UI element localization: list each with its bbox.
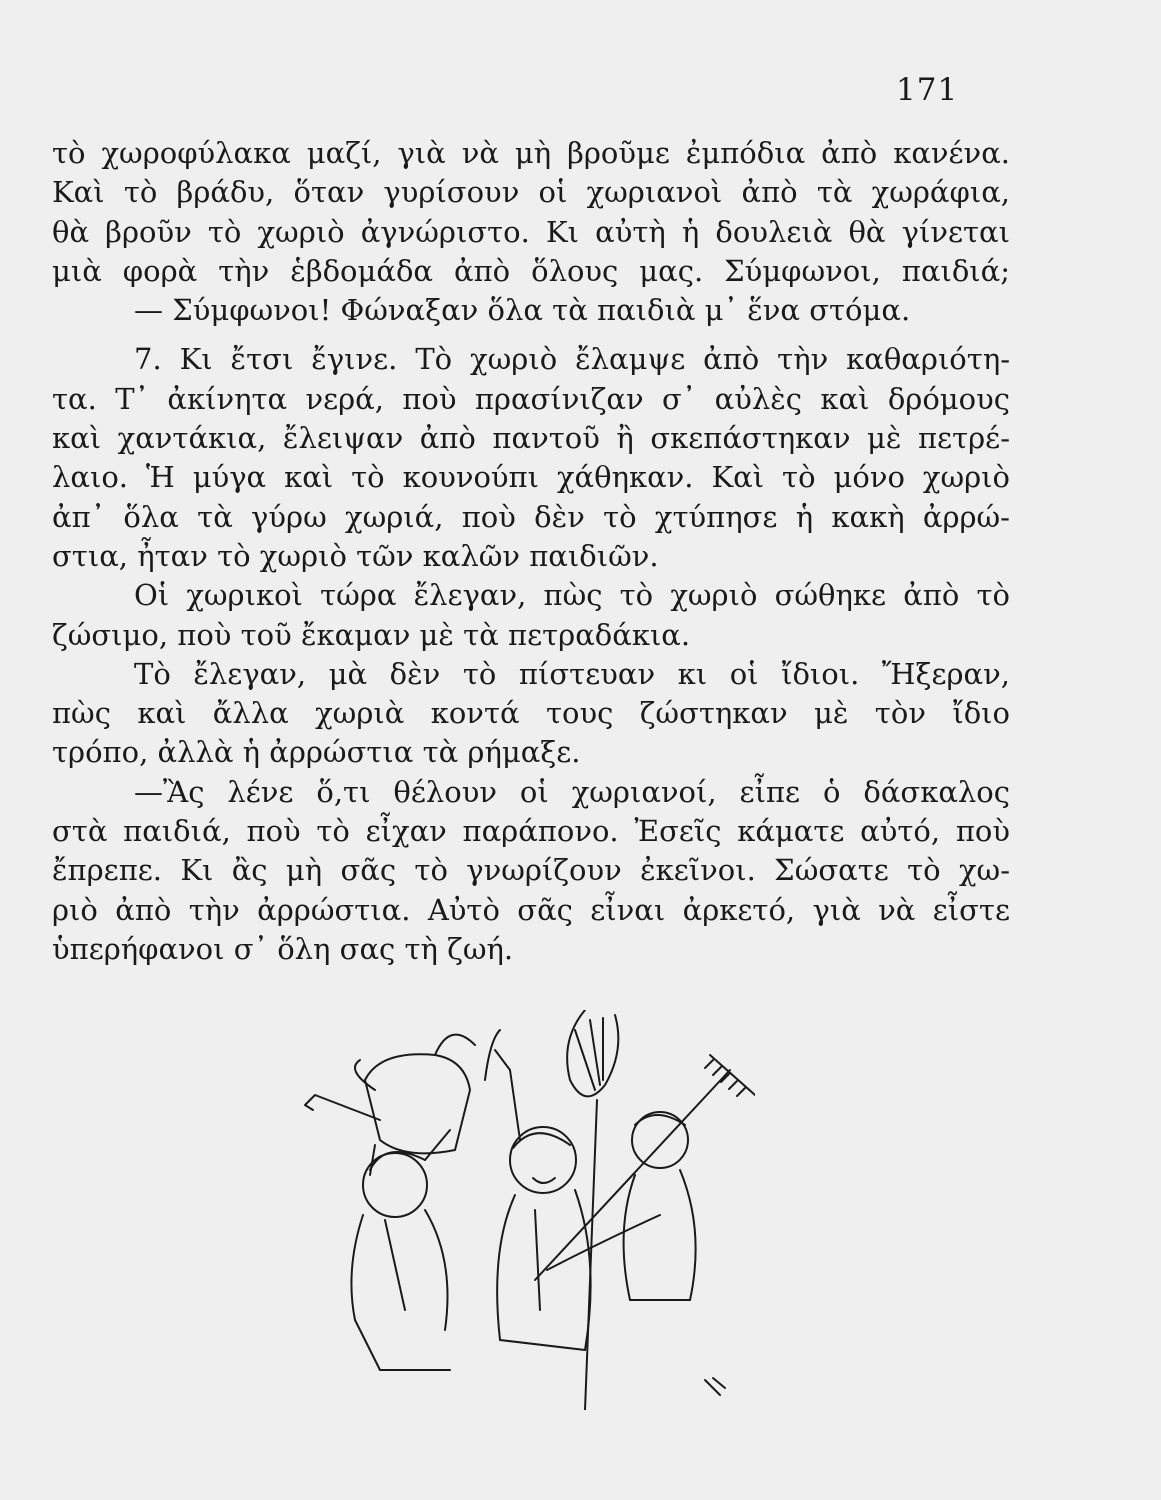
- text-line: καὶ χαντάκια, ἔλειψαν ἀπὸ παντοῦ ἢ σκεπάστηκαν μὲ πετρέ-: [52, 421, 1010, 456]
- broom-icon: [567, 1010, 618, 1410]
- dialogue-line: — Σύμφωνοι! Φώναξαν ὅλα τὰ παιδιὰ μ᾿ ἕνα στόμα.: [134, 293, 911, 328]
- text-line: τρόπο, ἀλλὰ ἡ ἀρρώστια τὰ ρήμαξε.: [52, 735, 581, 770]
- signature-mark: [705, 1378, 725, 1395]
- text-line: στὰ παιδιά, ποὺ τὸ εἶχαν παράπονο. Ἐσεῖς κάματε αὐτό, ποὺ: [52, 814, 1010, 849]
- text-line: ἔπρεπε. Κι ἂς μὴ σᾶς τὸ γνωρίζουν ἐκεῖνοι. Σώσατε τὸ χω-: [52, 853, 1010, 888]
- dialogue-line: —Ἂς λένε ὅ,τι θέλουν οἱ χωριανοί, εἶπε ὁ δάσκαλος: [134, 774, 1010, 809]
- section-7-start: 7. Κι ἔτσι ἔγινε. Τὸ χωριὸ ἔλαμψε ἀπὸ τὴν καθαριότη-: [134, 342, 1010, 377]
- text-line: τὸ χωροφύλακα μαζί, γιὰ νὰ μὴ βροῦμε ἐμπόδια ἀπὸ κανένα.: [52, 136, 1010, 170]
- text-line: πὼς καὶ ἄλλα χωριὰ κοντά τους ζώστηκαν μὲ τὸν ἴδιο: [52, 696, 1010, 731]
- text-line: ζώσιμο, ποὺ τοῦ ἔκαμαν μὲ τὰ πετραδάκια.: [52, 617, 691, 652]
- text-line: μιὰ φορὰ τὴν ἑβδομάδα ἀπὸ ὅλους μας. Σύμφωνοι, παιδιά;: [52, 253, 1010, 288]
- body-text: [52, 134, 1010, 969]
- paragraph-start: Οἱ χωρικοὶ τώρα ἔλεγαν, πὼς τὸ χωριὸ σώθηκε ἀπὸ τὸ: [134, 578, 1010, 613]
- text-line: ὑπερήφανοι σ᾿ ὅλη σας τὴ ζωή.: [52, 931, 514, 966]
- rake-icon: [535, 1055, 755, 1280]
- text-line: Καὶ τὸ βράδυ, ὅταν γυρίσουν οἱ χωριανοὶ ἀπὸ τὰ χωράφια,: [52, 175, 1010, 210]
- paragraph-start: Τὸ ἔλεγαν, μὰ δὲν τὸ πίστευαν κι οἱ ἴδιοι. Ἤξεραν,: [134, 656, 1010, 691]
- text-line: στια, ἦταν τὸ χωριὸ τῶν καλῶν παιδιῶν.: [52, 538, 659, 573]
- watering-can-icon: [305, 1035, 475, 1154]
- text-line: ριὸ ἀπὸ τὴν ἀρρώστια. Αὐτὸ σᾶς εἶναι ἀρκετό, γιὰ νὰ εἶστε: [52, 892, 1010, 927]
- middle-child-figure: [485, 1030, 591, 1350]
- text-line: τα. Τ᾿ ἀκίνητα νερά, ποὺ πρασίνιζαν σ᾿ αὐλὲς καὶ δρόμους: [52, 381, 1010, 416]
- left-child-figure: [351, 1130, 450, 1370]
- page-number: 171: [896, 72, 959, 108]
- text-line: λαιο. Ἡ μύγα καὶ τὸ κουνούπι χάθηκαν. Καὶ τὸ μόνο χωριὸ: [52, 460, 1010, 495]
- text-line: θὰ βροῦν τὸ χωριὸ ἀγνώριστο. Κι αὐτὴ ἡ δουλειὰ θὰ γίνεται: [52, 214, 1010, 249]
- text-line: ἀπ᾿ ὅλα τὰ γύρω χωριά, ποὺ δὲν τὸ χτύπησε ἡ κακὴ ἀρρώ-: [52, 499, 1010, 534]
- children-illustration: [285, 1010, 755, 1410]
